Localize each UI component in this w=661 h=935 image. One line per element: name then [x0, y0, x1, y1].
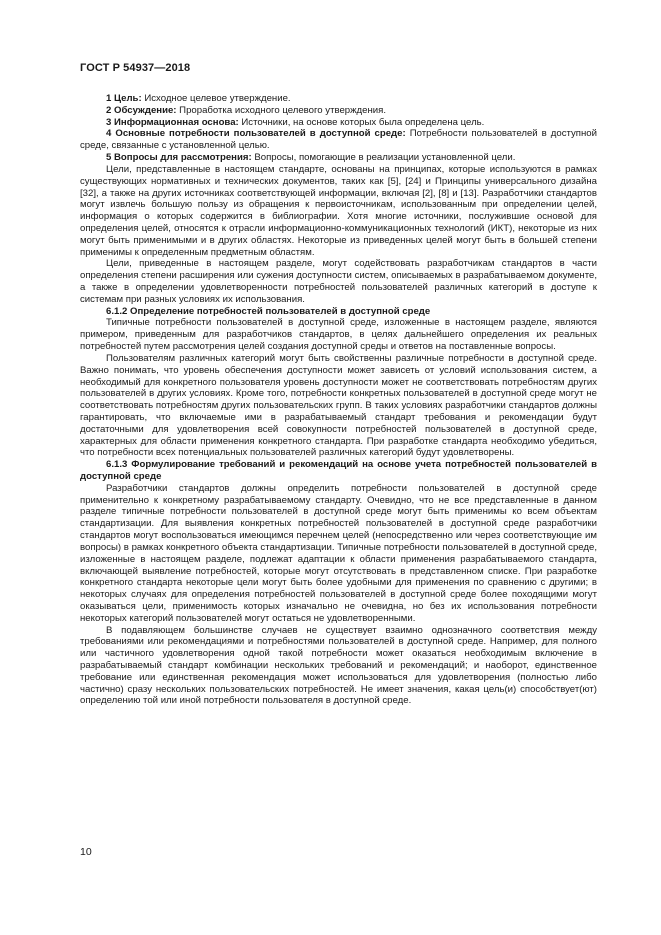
section-heading: 6.1.3 Формулирование требований и рекомендаций на основе учета потребностей пользователей в доступной среде — [80, 459, 597, 482]
document-body — [80, 93, 597, 707]
item-text: Источники, на основе которых была определена цель. — [238, 116, 485, 128]
item-text: Потребности пользователей в доступной среде, связанные с установленной целью. — [80, 128, 597, 152]
item-label: 1 Цель: — [106, 93, 142, 104]
document-header: ГОСТ Р 54937—2018 — [80, 62, 191, 74]
section-heading: 6.1.2 Определение потребностей пользователей в доступной среде — [106, 305, 431, 317]
item-text: Исходное целевое утверждение. — [141, 93, 291, 104]
paragraph: Типичные потребности пользователей в доступной среде, изложенные в настоящем разделе, являются примером, приведенным для разработчиков стандартов, в целях дальнейшего определения их реальных потребностей путем рассмотрения целей создания доступной среды и ответов на поставленные вопросы. — [80, 317, 597, 353]
list-item — [80, 128, 597, 152]
item-label: 2 Обсуждение: — [106, 104, 177, 116]
page-number: 10 — [80, 846, 92, 858]
item-label: 4 Основные потребности пользователей в доступной среде: — [106, 128, 406, 140]
item-text: Проработка исходного целевого утверждения. — [176, 104, 387, 116]
item-text: Вопросы, помогающие в реализации установленной цели. — [251, 152, 516, 164]
paragraph: Разработчики стандартов должны определить потребности пользователей в доступной среде применительно к конкретному разрабатываемому стандарту. Очевидно, что не все представленные в данном разделе типичные потребности пользователей в доступной среде могут быть применимы ко всем объектам стандартизации. Для выявления конкретных потребностей пользователей в доступной среде разработчики стандартов могут воспользоваться имеющимся перечнем целей (непосредственно или через соответствующие им вопросы) в рамках конкретного объекта стандартизации. Типичные потребности пользователей в доступной среде, изложенные в настоящем разделе, подлежат адаптации к области применения разрабатываемого стандарта, включающей выявление потребностей, которые могут отсутствовать в представленном списке. При разработке конкретного стандарта некоторые цели могут быть более удобными для применения по сравнению с другими; в некоторых случаях для определения потребностей пользователей в доступной среде более походящими могут оказываться цели, применимость которых изначально не очевидна, но без их использования потребности некоторых категорий пользователей могут остаться не удовлетворенными. — [80, 482, 597, 624]
paragraph: В подавляющем большинстве случаев не существует взаимно однозначного соответствия между требованиями или рекомендациями и потребностями пользователей в доступной среде. Например, для полного или частичного удовлетворения одной такой потребности может оказаться необходимым включение в разрабатываемый стандарт комбинации нескольких требований и рекомендаций; и наоборот, единственное требование или единственная рекомендация может использоваться для удовлетворения (полностью либо частично) сразу нескольких пользовательских потребностей. Не имеет значения, какая цель(и) способствует(ют) определению той или иной потребности пользователя в доступной среде. — [80, 624, 597, 707]
paragraph: Цели, представленные в настоящем стандарте, основаны на принципах, которые используются в рамках существующих нормативных и технических документов, таких как [5], [24] и Принципы универсального дизайна [32], а также на других источниках соответствующей информации, включая [2], [8] и [13]. Разработчики стандартов могут извлечь большую пользу из обращения к первоисточникам, использованным при определении целей, информация о которых содержится в библиографии. Хотя многие источники, послужившие основой для определения целей, относятся к отрасли информационно-коммуникационных технологий (ИКТ), некоторые из них могут быть применимыми и в других областях. Некоторые из приведенных целей могут быть в большей степени применимы к определенным предметным областям. — [80, 163, 597, 258]
item-label: 5 Вопросы для рассмотрения: — [106, 152, 252, 164]
item-label: 3 Информационная основа: — [106, 116, 239, 128]
list-item — [80, 93, 597, 105]
list-item — [80, 152, 597, 164]
paragraph: Пользователям различных категорий могут быть свойственны различные потребности в доступной среде. Важно понимать, что уровень обеспечения доступности может зависеть от условий использования систем, а необходимый для конкретного пользователя уровень доступности может не соответствовать потребностям других пользователей в других условиях. Кроме того, потребности конкретных пользователей в доступной среде могут не соответствовать потребностям других пользовательских групп. В таких условиях разработчики стандартов должны гарантировать, что включаемые ими в разрабатываемый стандарт требования и рекомендации будут достаточными для удовлетворения всей совокупности потребностей пользователей в доступной среде, характерных для области применения конкретного стандарта. При разработке стандарта необходимо убедиться, что потребности всех потенциальных пользователей различных категорий будут удовлетворены. — [80, 352, 597, 459]
list-item — [80, 105, 597, 117]
paragraph: Цели, приведенные в настоящем разделе, могут содействовать разработчикам стандартов в части определения степени расширения или сужения доступности систем, описываемых в разрабатываемом документе, а также в определении удовлетворенности потребностей пользователей различных категорий в доступе к системам при разных условиях их использования. — [80, 258, 597, 305]
list-item — [80, 117, 597, 129]
